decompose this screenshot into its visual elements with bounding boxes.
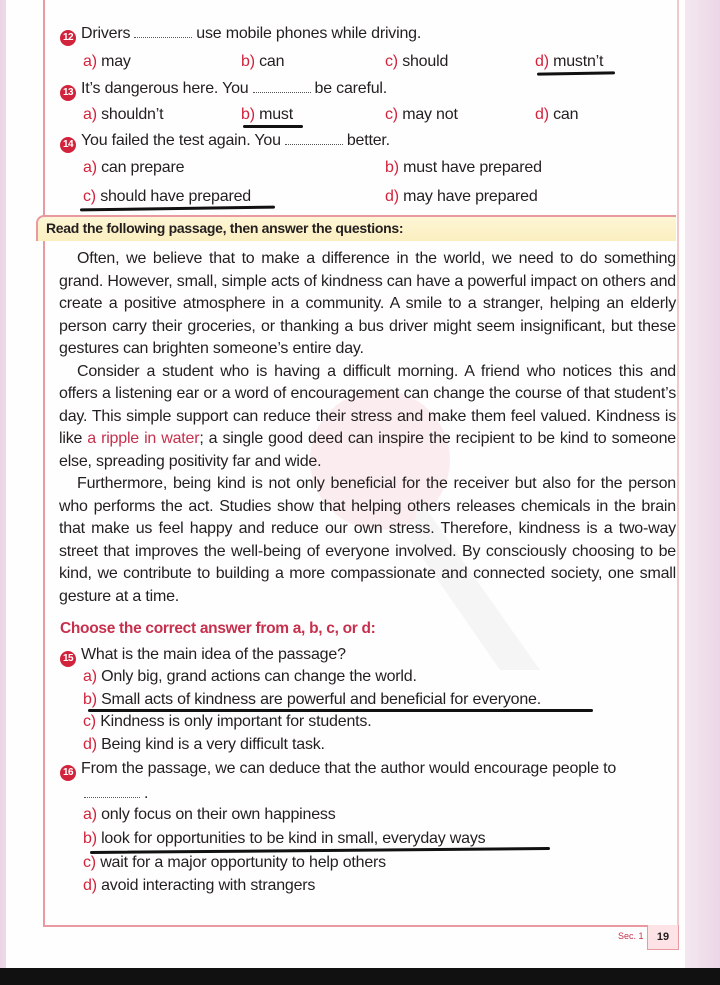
question-number-badge: 16 xyxy=(60,765,76,781)
option-letter: a) xyxy=(83,53,97,70)
section-label: Sec. 1 xyxy=(618,931,644,941)
question-number-badge: 14 xyxy=(60,137,76,153)
option-text: Being kind is a very difficult task. xyxy=(101,736,325,753)
option-text: can xyxy=(553,106,579,123)
handwritten-underline xyxy=(243,125,303,128)
question-14 xyxy=(60,131,390,153)
question-number-badge: 15 xyxy=(60,651,76,667)
passage-paragraph-2 xyxy=(59,361,676,474)
option-letter: c) xyxy=(83,854,96,871)
option-b[interactable] xyxy=(241,52,284,72)
passage-paragraph-1: Often, we believe that to make a difference in the world, we need to do something grand. However, small, simple acts of kindness can have a powerful impact on others and create a positive atmosphere in a community. A smile to a stranger, helping an elderly person carry their groceries, or thanking a bus driver might seem insignificant, but these gestures can brighten someone’s entire day. xyxy=(59,250,676,357)
highlighted-phrase: a ripple in water xyxy=(87,430,200,447)
answer-blank xyxy=(285,134,343,145)
option-letter: b) xyxy=(83,691,97,708)
question-stem: What is the main idea of the passage? xyxy=(81,646,346,663)
option-text: may xyxy=(101,53,131,70)
option-letter: c) xyxy=(83,713,96,730)
option-letter: b) xyxy=(385,159,399,176)
option-letter: c) xyxy=(385,106,398,123)
option-letter: c) xyxy=(385,53,398,70)
option-text: can xyxy=(259,53,285,70)
paragraph-text: ; a single good deed can inspire the recipient to be kind to someone else, spreading positivity far and wide. xyxy=(59,430,676,470)
page-number: 19 xyxy=(647,925,679,950)
question-stem: use mobile phones while driving. xyxy=(196,25,422,42)
question-stem: You failed the test again. You xyxy=(81,132,281,149)
question-stem: It’s dangerous here. You xyxy=(81,80,249,97)
option-text: look for opportunities to be kind in small, everyday ways xyxy=(101,830,486,847)
option-b[interactable] xyxy=(83,690,541,710)
option-text: can prepare xyxy=(101,159,185,176)
answer-blank xyxy=(134,27,192,38)
option-text: must xyxy=(259,106,293,123)
question-16-continuation xyxy=(84,784,148,804)
option-text: avoid interacting with strangers xyxy=(101,877,316,894)
option-letter: d) xyxy=(83,877,97,894)
option-letter: c) xyxy=(83,188,96,205)
option-a[interactable] xyxy=(83,158,184,178)
option-c[interactable] xyxy=(385,52,448,72)
passage-paragraph-3: Furthermore, being kind is not only beneficial for the receiver but also for the person who performs the act. Studies show that helping others releases chemicals in the brain that make us feel happy and reduce our own stress. Therefore, kindness is a two-way street that improves the well-being of everyone involved. By consciously choosing to be kind, we contribute to building a more compassionate and connected society, one small gesture at a time. xyxy=(59,475,676,605)
option-letter: b) xyxy=(83,830,97,847)
section-instruction-band: Read the following passage, then answer the questions: xyxy=(36,215,676,241)
question-13 xyxy=(60,79,387,101)
option-c[interactable] xyxy=(83,712,371,732)
option-letter: d) xyxy=(535,106,549,123)
option-text: should have prepared xyxy=(100,188,251,205)
option-letter: a) xyxy=(83,106,97,123)
question-12 xyxy=(60,24,421,46)
answer-blank xyxy=(84,787,140,798)
answer-blank xyxy=(253,82,311,93)
option-a[interactable] xyxy=(83,805,336,825)
option-text: wait for a major opportunity to help others xyxy=(100,854,386,871)
question-stem: better. xyxy=(346,132,390,149)
option-letter: b) xyxy=(241,106,255,123)
handwritten-underline xyxy=(88,709,593,712)
option-text: Only big, grand actions can change the world. xyxy=(101,668,417,685)
option-text: only focus on their own happiness xyxy=(101,806,336,823)
question-number-badge: 12 xyxy=(60,30,76,46)
option-text: should xyxy=(402,53,449,70)
stem-end: . xyxy=(144,785,149,802)
option-letter: d) xyxy=(83,736,97,753)
option-c[interactable] xyxy=(83,853,386,873)
question-stem: be careful. xyxy=(314,80,388,97)
option-text: may have prepared xyxy=(403,188,538,205)
question-15 xyxy=(60,645,346,667)
option-b[interactable] xyxy=(385,158,542,178)
option-letter: b) xyxy=(241,53,255,70)
option-letter: a) xyxy=(83,806,97,823)
option-text: shouldn’t xyxy=(101,106,164,123)
option-text: Small acts of kindness are powerful and beneficial for everyone. xyxy=(101,691,541,708)
question-stem: From the passage, we can deduce that the author would encourage people to xyxy=(81,760,617,777)
option-b[interactable] xyxy=(241,105,293,125)
question-number-badge: 13 xyxy=(60,85,76,101)
paragraph-text: Consider a student who is having a difficult morning. A friend who notices this and offers a listening ear or a word of encouragement can change the course of that student’s day. This simple support can reduce their stress and make them feel valued. Kindness is like xyxy=(59,362,676,447)
screen-bottom-bar xyxy=(0,968,720,985)
option-d[interactable] xyxy=(83,876,315,896)
option-letter: d) xyxy=(535,53,549,70)
option-d[interactable] xyxy=(83,735,325,755)
reading-passage xyxy=(59,248,676,608)
option-b[interactable] xyxy=(83,829,485,849)
option-letter: a) xyxy=(83,159,97,176)
option-d[interactable] xyxy=(535,105,578,125)
option-letter: d) xyxy=(385,188,399,205)
option-a[interactable] xyxy=(83,105,163,125)
choose-heading: Choose the correct answer from a, b, c, or d: xyxy=(60,620,376,637)
option-c[interactable] xyxy=(83,187,251,207)
option-letter: a) xyxy=(83,668,97,685)
option-text: Kindness is only important for students. xyxy=(100,713,372,730)
option-a[interactable] xyxy=(83,52,131,72)
option-d[interactable] xyxy=(385,187,538,207)
option-text: mustn’t xyxy=(553,53,604,70)
question-16 xyxy=(60,759,616,781)
option-text: may not xyxy=(402,106,458,123)
question-stem: Drivers xyxy=(81,25,131,42)
option-a[interactable] xyxy=(83,667,417,687)
option-d[interactable] xyxy=(535,52,603,72)
option-c[interactable] xyxy=(385,105,458,125)
option-text: must have prepared xyxy=(403,159,542,176)
